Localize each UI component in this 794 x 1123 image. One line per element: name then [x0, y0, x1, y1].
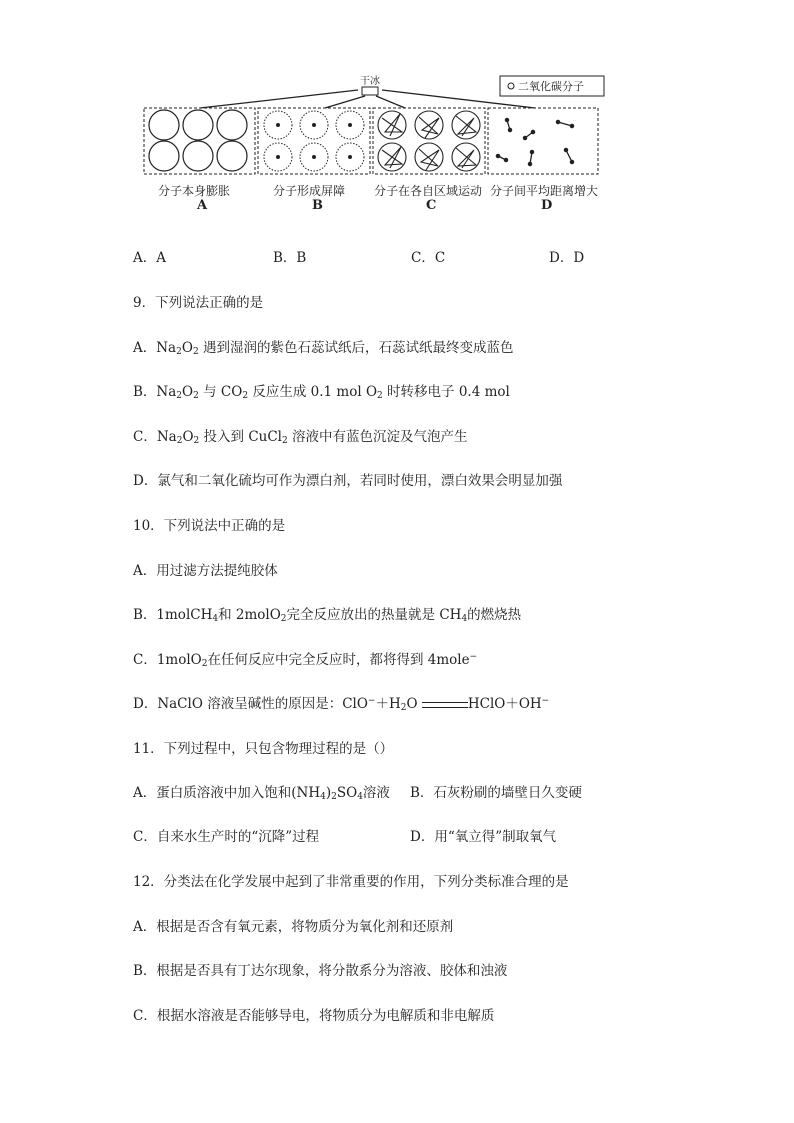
- caption-a: 分子本身膨胀: [158, 184, 231, 198]
- q9-option-a[interactable]: A．$Na_2O_2$ 遇到湿润的紫色石蕊试纸后，石蕊试纸最终变成蓝色: [133, 340, 514, 357]
- q8-option-c[interactable]: C．C: [411, 250, 446, 266]
- q11-option-b[interactable]: B．石灰粉刷的墙壁日久变硬: [410, 785, 582, 801]
- q11-option-a[interactable]: A．蛋白质溶液中加入饱和$(NH_4)_2SO_4$溶液: [133, 785, 390, 802]
- letter-a: A: [197, 198, 208, 213]
- q11-option-c[interactable]: C．自来水生产时的“沉降”过程: [133, 829, 320, 845]
- q10-option-a[interactable]: A．用过滤方法提纯胶体: [133, 563, 278, 579]
- letter-d: D: [541, 198, 553, 213]
- q8-options: [133, 246, 584, 266]
- q12-option-a[interactable]: A．根据是否含有氧元素，将物质分为氧化剂和还原剂: [133, 919, 454, 935]
- q8-option-d[interactable]: D．D: [549, 250, 585, 266]
- q11-options-row2: [133, 825, 556, 845]
- q11-stem: 11．下列过程中，只包含物理过程的是（）: [133, 741, 394, 757]
- q9-option-d[interactable]: D．氯气和二氧化硫均可作为漂白剂，若同时使用，漂白效果会明显加强: [133, 473, 563, 489]
- q12-option-b[interactable]: B．根据是否具有丁达尔现象，将分散系分为溶液、胶体和浊液: [133, 963, 508, 979]
- q8-option-b[interactable]: B．B: [273, 250, 307, 266]
- letter-c: C: [426, 198, 437, 213]
- caption-d: 分子间平均距离增大: [490, 184, 599, 198]
- panel-d: [488, 108, 598, 174]
- dry-ice-figure: [140, 70, 610, 220]
- equilibrium-arrow-icon: [422, 700, 468, 710]
- q10-option-d[interactable]: D．NaClO 溶液呈碱性的原因是：$ClO^-+H_2O$ HClO＋OH−: [133, 696, 550, 713]
- q11-options-row1: [133, 781, 582, 802]
- q9-stem: 9．下列说法正确的是: [133, 295, 264, 311]
- caption-b: 分子形成屏障: [273, 184, 346, 198]
- dry-ice-label: 干冰: [360, 76, 380, 87]
- q12-option-c[interactable]: C．根据水溶液是否能够导电，将物质分为电解质和非电解质: [133, 1008, 495, 1024]
- arrows: [200, 90, 535, 108]
- q9-option-c[interactable]: C．$Na_2O_2$ 投入到 CuCl$_2$ 溶液中有蓝色沉淀及气泡产生: [133, 429, 468, 446]
- q10-option-b[interactable]: B．1molCH$_4$和 2molO$_2$完全反应放出的热量就是 $CH_4$的燃烧热: [133, 607, 522, 624]
- q12-stem: 12．分类法在化学发展中起到了非常重要的作用，下列分类标准合理的是: [133, 874, 569, 890]
- q9-option-b[interactable]: B．$Na_2O_2$ 与 $CO_2$ 反应生成 0.1 mol $O_2$ 时转移电子 0.4 mol: [133, 384, 510, 401]
- q10-stem: 10．下列说法中正确的是: [133, 518, 286, 534]
- q11-option-d[interactable]: D．用“氧立得”制取氧气: [410, 829, 557, 845]
- panel-b: [258, 108, 370, 174]
- legend-text: 二氧化碳分子: [518, 80, 584, 93]
- letter-b: B: [312, 198, 323, 213]
- caption-c: 分子在各自区域运动: [374, 184, 483, 198]
- q10-option-c[interactable]: C．1molO$_2$在任何反应中完全反应时，都将得到 4mole−: [133, 652, 478, 669]
- q8-option-a[interactable]: A．A: [133, 250, 166, 266]
